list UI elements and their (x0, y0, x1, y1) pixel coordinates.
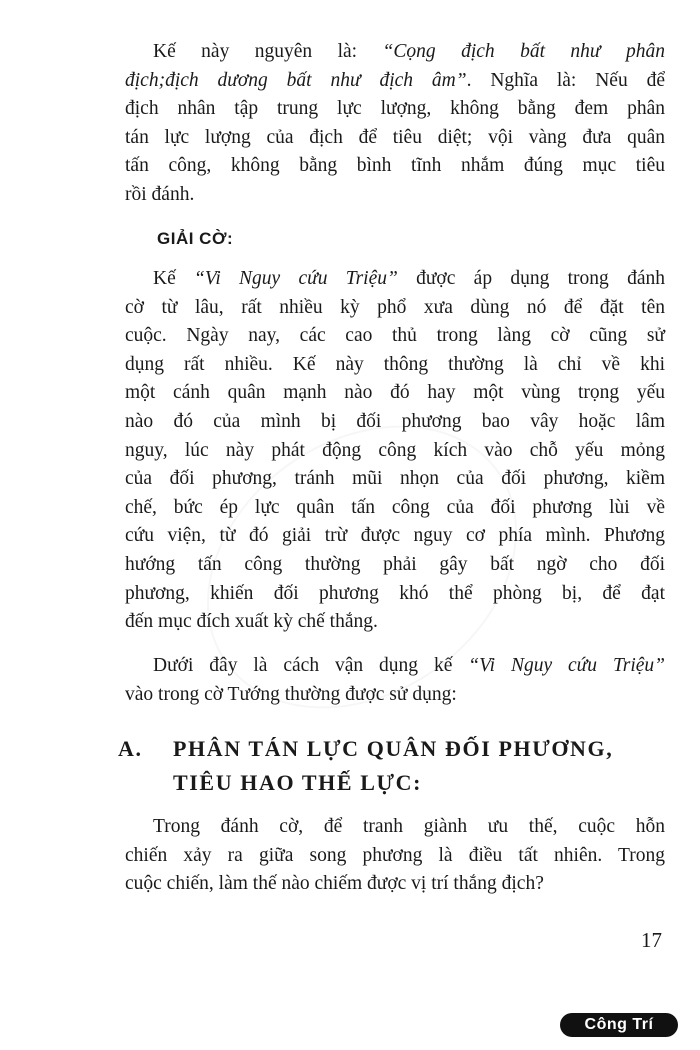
page-number: 17 (641, 928, 662, 952)
text-line: địch nhân tập trung lực lượng, không bằng đem phân (125, 98, 665, 120)
text-line: nào đó của mình bị đối phương bao vây hoặc lâm (125, 410, 665, 432)
explanation-paragraph (125, 265, 665, 637)
text-line: cuộc. Ngày nay, các cao thủ trong làng cờ cũng sử (125, 325, 665, 347)
text-line: Kế này nguyên là: “Cọng địch bất như phân (153, 41, 665, 62)
text-line: một cánh quân mạnh nào đó hay một vùng trọng yếu (125, 382, 665, 404)
text-line: Trong đánh cờ, để tranh giành ưu thế, cuộc hỗn (153, 816, 665, 837)
text-line: cờ từ lâu, rất nhiều kỳ phổ xưa dùng nó để đặt tên (125, 296, 665, 318)
quote-text: địch;địch dương bất như địch âm” (125, 69, 467, 91)
text-line: Dưới đây là cách vận dụng kế “Vi Nguy cứu Triệu” (153, 655, 665, 676)
text-line: chiến xảy ra giữa song phương là điều tất nhiên. Trong (125, 844, 665, 866)
section-heading (118, 732, 678, 800)
quote-text: “Vi Nguy cứu Triệu” (468, 655, 665, 676)
text-line: Kế “Vi Nguy cứu Triệu” được áp dụng trong đánh (153, 268, 665, 289)
text-line: chế, bức ép lực quân tấn công của đối phương lùi về (125, 496, 665, 518)
intro-paragraph (125, 38, 665, 210)
publisher-logo: Công Trí (560, 1013, 678, 1037)
text-line: cuộc chiến, làm thế nào chiếm được vị trí thắng địch? (125, 873, 544, 895)
text-line: địch;địch dương bất như địch âm”. Nghĩa là: Nếu để (125, 69, 665, 91)
text-line: tán lực lượng của địch để tiêu diệt; vội vàng đưa quân (125, 126, 665, 148)
text-line: nguy, lúc này phát động công kích vào chỗ yếu mỏng (125, 439, 665, 461)
text-line: của đối phương, tránh mũi nhọn của đối phương, kiềm (125, 468, 665, 490)
text-line: phương, khiến đối phương khó thể phòng bị, để đạt (125, 582, 665, 604)
usage-intro-paragraph (125, 652, 665, 709)
sub-heading: GIẢI CỜ: (157, 229, 234, 248)
section-letter: A. (118, 736, 143, 761)
text-line: cứu viện, từ đó giải trừ được nguy cơ phía mình. Phương (125, 525, 665, 547)
text-line: tấn công, không bằng bình tĩnh nhắm đúng mục tiêu (125, 155, 665, 177)
quote-text: “Vi Nguy cứu Triệu” (194, 268, 398, 289)
quote-text: “Cọng địch bất như phân (382, 41, 665, 62)
text-line: vào trong cờ Tướng thường được sử dụng: (125, 683, 457, 705)
section-title-line: TIÊU HAO THẾ LỰC: (173, 770, 423, 795)
text-line: đến mục đích xuất kỳ chế thắng. (125, 611, 378, 633)
section-paragraph (125, 813, 665, 899)
text-line: dụng rất nhiều. Kế này thông thường là chỉ về khi (125, 353, 665, 375)
text-line: hướng tấn công thường phải gây bất ngờ cho đối (125, 553, 665, 575)
text-line: rồi đánh. (125, 183, 195, 205)
section-title-line: PHÂN TÁN LỰC QUÂN ĐỐI PHƯƠNG, (173, 736, 614, 761)
